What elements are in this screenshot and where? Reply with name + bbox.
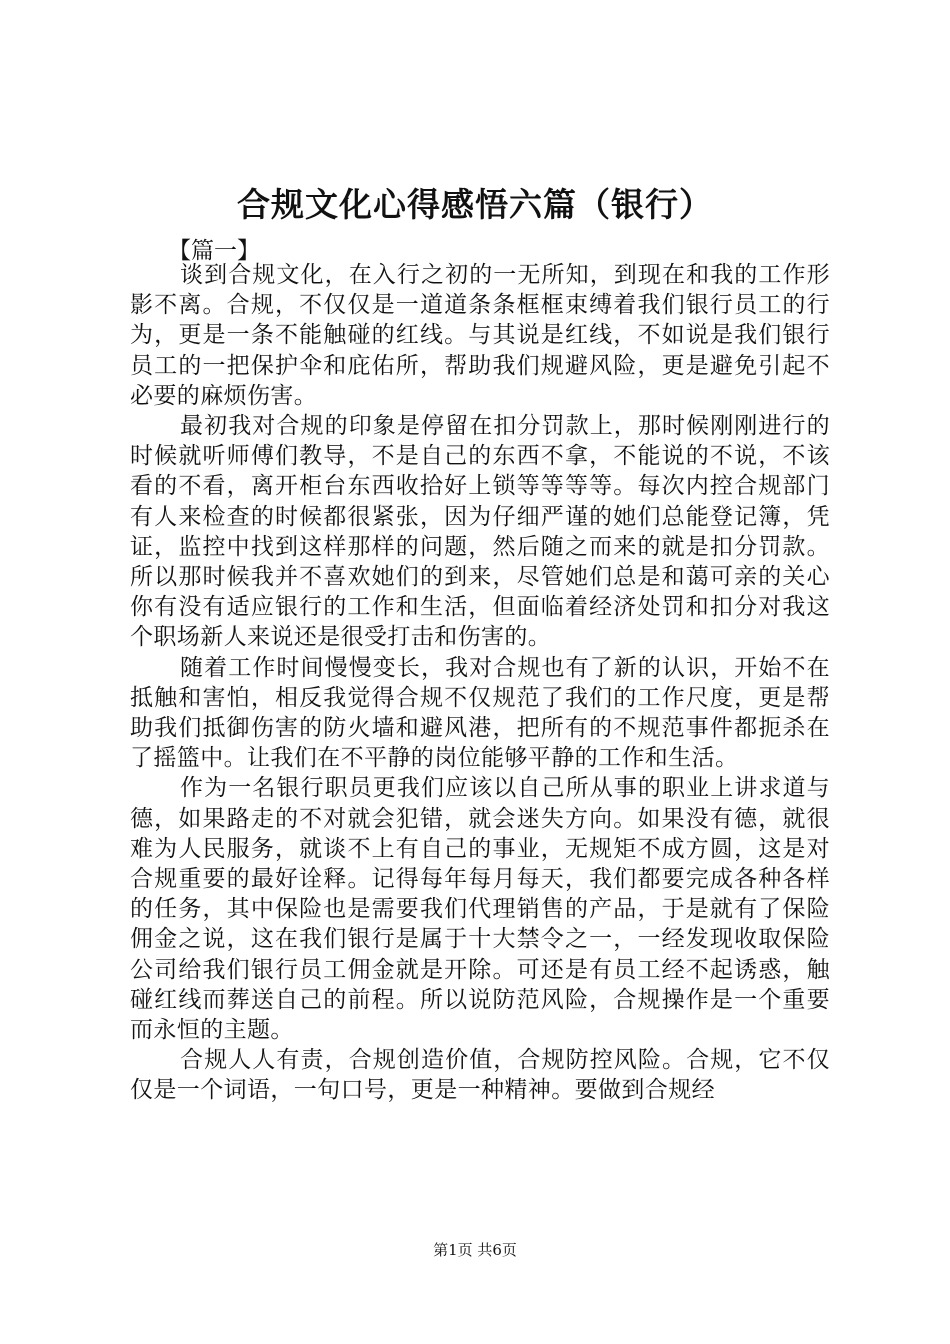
document-title: 合规文化心得感悟六篇（银行） [237,185,713,224]
paragraph: 最初我对合规的印象是停留在扣分罚款上，那时候刚刚进行的时候就听师傅们教导，不是自己的东西不拿，不能说的不说，不该看的不看，离开柜台东西收拾好上锁等等等等。每次内控合规部门有人来检查的时候都很紧张，因为仔细严谨的她们总能登记簿，凭证，监控中找到这样那样的问题，然后随之而来的就是扣分罚款。所以那时候我并不喜欢她们的到来，尽管她们总是和蔼可亲的关心你有没有适应银行的工作和生活，但面临着经济处罚和扣分对我这个职场新人来说还是很受打击和伤害的。 [130,413,830,651]
page-footer: 第1页 共6页 [433,1241,517,1259]
paragraph: 随着工作时间慢慢变长，我对合规也有了新的认识，开始不在抵触和害怕，相反我觉得合规不仅规范了我们的工作尺度，更是帮助我们抵御伤害的防火墙和避风港，把所有的不规范事件都扼杀在了摇篮中。让我们在不平静的岗位能够平静的工作和生活。 [130,654,830,772]
paragraph: 合规人人有责，合规创造价值，合规防控风险。合规，它不仅仅是一个词语，一句口号，更是一种精神。要做到合规经 [130,1047,830,1104]
paragraph: 作为一名银行职员更我们应该以自己所从事的职业上讲求道与德，如果路走的不对就会犯错，就会迷失方向。如果没有德，就很难为人民服务，就谈不上有自己的事业，无规矩不成方圆，这是对合规重要的最好诠释。记得每年每月每天，我们都要完成各种各样的任务，其中保险也是需要我们代理销售的产品，于是就有了保险佣金之说，这在我们银行是属于十大禁令之一，一经发现收取保险公司给我们银行员工佣金就是开除。可还是有员工经不起诱惑，触碰红线而葬送自己的前程。所以说防范风险，合规操作是一个重要而永恒的主题。 [130,775,830,1044]
document-body [130,260,830,1106]
section-label: 【篇一】 [168,238,260,264]
paragraph: 谈到合规文化，在入行之初的一无所知，到现在和我的工作形影不离。合规，不仅仅是一道道条条框框束缚着我们银行员工的行为，更是一条不能触碰的红线。与其说是红线，不如说是我们银行员工的一把保护伞和庇佑所，帮助我们规避风险，更是避免引起不必要的麻烦伤害。 [130,262,830,409]
